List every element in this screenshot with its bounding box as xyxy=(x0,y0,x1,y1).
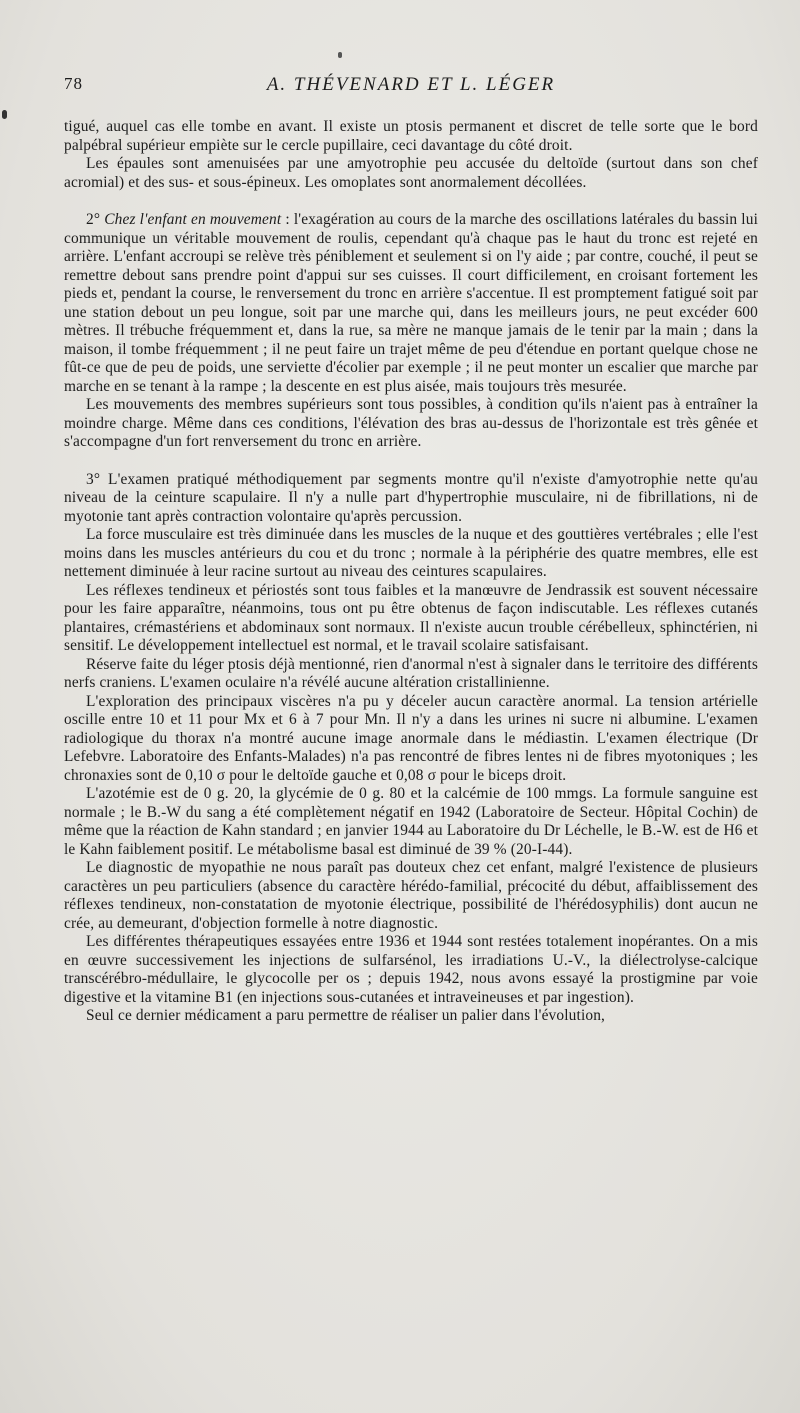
paragraph-2: Les épaules sont amenuisées par une amyotrophie peu accusée du deltoïde (surtout dans son chef acromial) et des sus- et sous-épineux. Les omoplates sont anormalement décollées. xyxy=(64,155,758,191)
paragraph-1: tigué, auquel cas elle tombe en avant. Il existe un ptosis permanent et discret de telle sorte que le bord palpébral supérieur empiète sur le cercle pupillaire, ceci davantage du côté droit. xyxy=(64,118,758,154)
paragraph-8: Réserve faite du léger ptosis déjà mentionné, rien d'anormal n'est à signaler dans le territoire des différents nerfs craniens. L'examen oculaire n'a révélé aucune altération cristallinienne. xyxy=(64,655,758,691)
ink-speck xyxy=(338,52,342,58)
paragraph-13: Seul ce dernier médicament a paru permettre de réaliser un palier dans l'évolution, xyxy=(86,1007,606,1024)
section-number: 2° xyxy=(86,211,105,228)
paragraph-10: L'azotémie est de 0 g. 20, la glycémie de 0 g. 80 et la calcémie de 100 mmgs. La formule sanguine est normale ; le B.-W du sang a été complètement négatif en 1942 (Laboratoire de Secteur. Hôpital Cochin) de même que la réaction de Kahn standard ; en janvier 1944 au Laboratoire du Dr Léchelle, le B.-W. est de H6 et le Kahn faiblement positif. Le métabolisme basal est diminué de 39 % (20-I-44). xyxy=(64,785,758,858)
paragraph-5: 3° L'examen pratiqué méthodiquement par segments montre qu'il n'existe d'amyotrophie nette qu'au niveau de la ceinture scapulaire. Il n'y a nulle part d'hypertrophie musculaire, ni de fibrillations, ni de myotonie tant après contraction volontaire qu'après percussion. xyxy=(64,470,758,525)
paragraph-3 xyxy=(64,211,758,396)
paragraph-7: Les réflexes tendineux et périostés sont tous faibles et la manœuvre de Jendrassik est souvent nécessaire pour les faire apparaître, néanmoins, tous ont pu être obtenus de façon indiscutable. Les réflexes cutanés plantaires, crémastériens et abdominaux sont normaux. Il n'existe aucun trouble cérébelleux, sphinctérien, ni sensitif. Le développement intellectuel est normal, et le travail scolaire satisfaisant. xyxy=(64,581,758,654)
paragraph-6: La force musculaire est très diminuée dans les muscles de la nuque et des gouttières vertébrales ; elle l'est moins dans les muscles antérieurs du cou et du tronc ; normale à la périphérie des quatre membres, elle est nettement diminuée à leur racine surtout au niveau des ceintures scapulaires. xyxy=(64,526,758,580)
paragraph-9: L'exploration des principaux viscères n'a pu y déceler aucun caractère anormal. La tension artérielle oscille entre 10 et 11 pour Mx et 6 à 7 pour Mn. Il n'y a dans les urines ni sucre ni albumine. L'examen radiologique du thorax n'a montré aucune image anormale dans le médiastin. L'examen électrique (Dr Lefebvre. Laboratoire des Enfants-Malades) n'a pas rencontré de fibres lentes ni de fibres myotoniques ; les chronaxies sont de 0,10 σ pour le deltoïde gauche et 0,08 σ pour le biceps droit. xyxy=(64,692,758,784)
paragraph-12: Les différentes thérapeutiques essayées entre 1936 et 1944 sont restées totalement inopérantes. On a mis en œuvre successivement les injections de sulfarsénol, les irradiations U.-V., la diélectrolyse-calcique transcérébro-médullaire, le glycocolle per os ; depuis 1942, nous avons essayé la prostigmine par voie digestive et la vitamine B1 (en injections sous-cutanées et intraveineuses et par ingestion). xyxy=(64,933,758,1006)
margin-mark xyxy=(2,110,7,119)
page-header xyxy=(64,74,758,100)
page-number: 78 xyxy=(64,74,83,93)
paragraph-4: Les mouvements des membres supérieurs sont tous possibles, à condition qu'ils n'aient pas à entraîner la moindre charge. Même dans ces conditions, l'élévation des bras au-dessus de l'horizontale est très gênée et s'accompagne d'un fort renversement du tronc en arrière. xyxy=(64,396,758,450)
section-heading: Chez l'enfant en mouvement xyxy=(104,211,282,228)
paragraph-11: Le diagnostic de myopathie ne nous paraît pas douteux chez cet enfant, malgré l'existence de plusieurs caractères un peu particuliers (absence du caractère hérédo-familial, précocité du début, affaiblissement des réflexes tendineux, non-constatation de myotonie électrique, possibilité de l'hérédosyphilis) dont aucun ne crée, au demeurant, d'objection formelle à notre diagnostic. xyxy=(64,859,758,932)
running-title: A. THÉVENARD ET L. LÉGER xyxy=(266,74,556,95)
paragraph-3-text: : l'exagération au cours de la marche des oscillations latérales du bassin lui communique un véritable mouvement de roulis, cependant qu'à chaque pas le haut du tronc est rejeté en arrière. L'enfant accroupi se relève très péniblement et seulement si on l'y aide ; par contre, couché, il peut se remettre debout sans prendre point d'appui sur ses cuisses. Il court difficilement, en croisant fortement les pieds et, pendant la course, le renversement du tronc en arrière s'accentue. Il est promptement fatigué soit par une station debout un peu longue, soit par une marche qui, dans les meilleurs jours, ne peut excéder 600 mètres. Il trébuche fréquemment et, dans la rue, sa mère ne manque jamais de le tenir par la main ; dans la maison, il tombe fréquemment ; il ne peut faire un trajet même de peu d'étendue en portant quelque chose ne fût-ce que de peu de poids, une serviette d'écolier par exemple ; il ne peut monter un escalier que marche par marche en se tenant à la rampe ; la descente en est plus aisée, mais toujours très mesurée. xyxy=(64,211,758,395)
body-text xyxy=(64,118,758,1026)
